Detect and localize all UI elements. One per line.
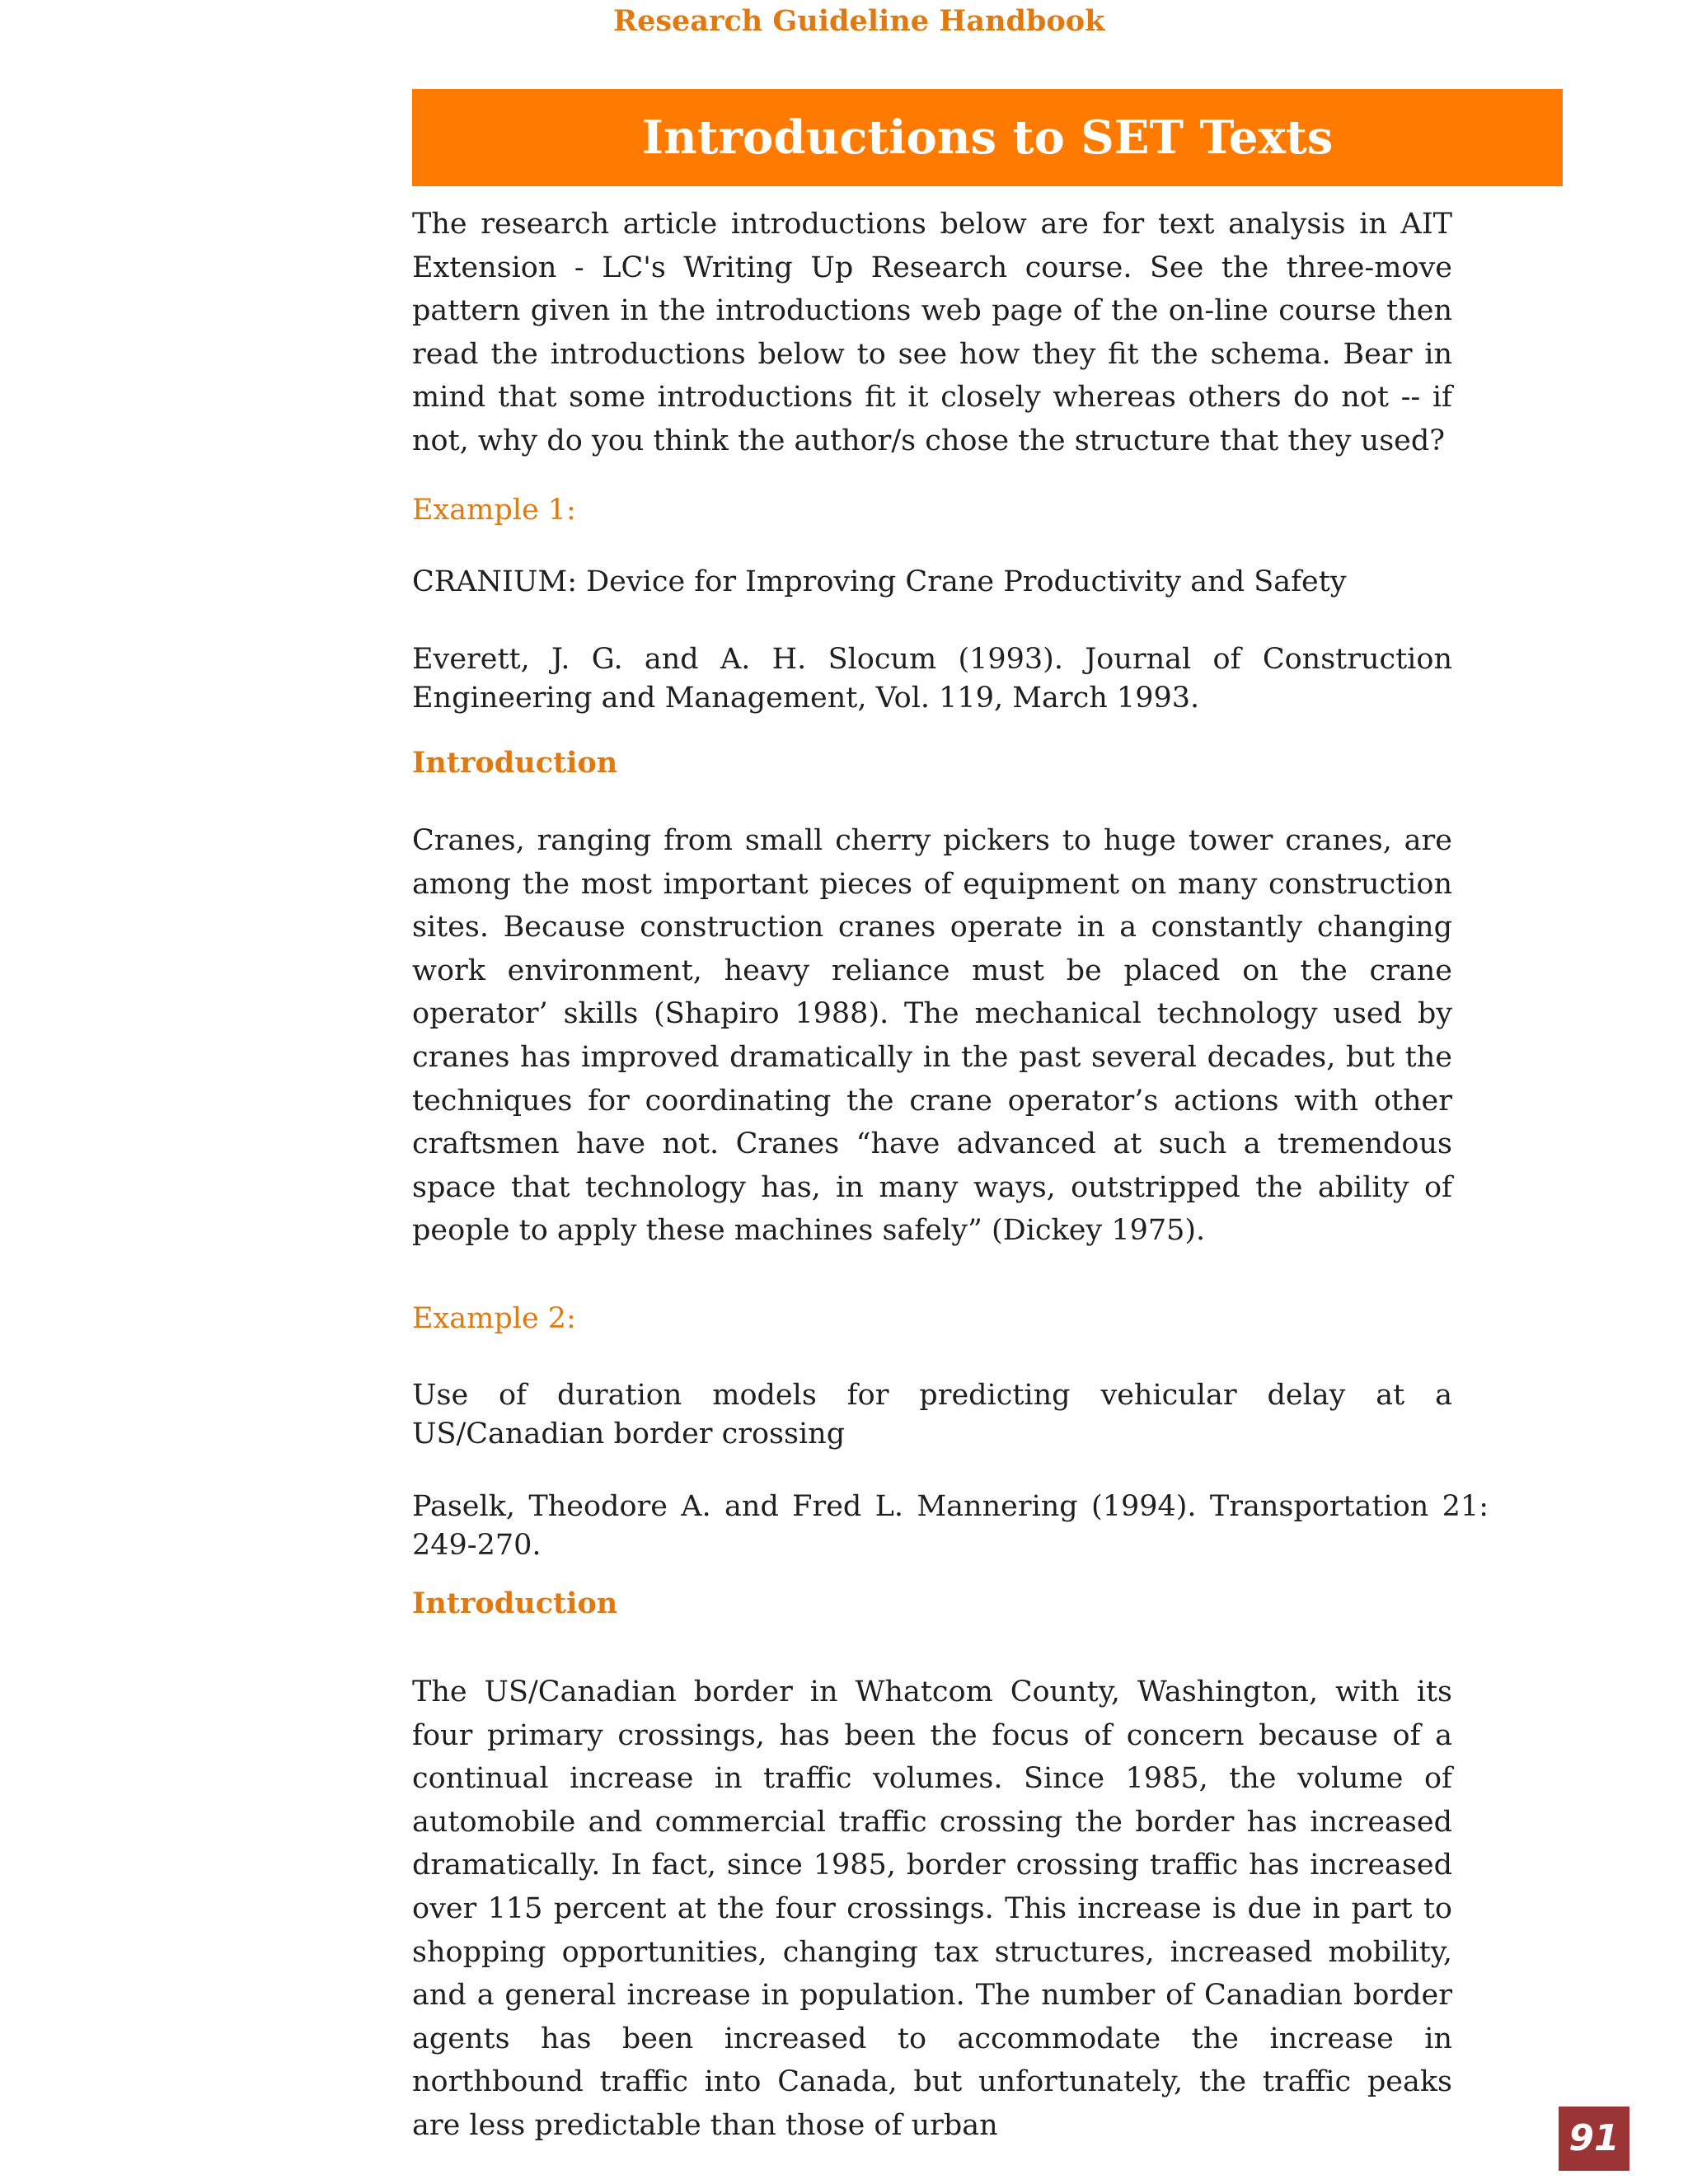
page-number: 91 — [1559, 2107, 1629, 2171]
example-1-citation: Everett, J. G. and A. H. Slocum (1993). Journal of Construction Engineering and Management, Vol. 119, March 1993. — [412, 643, 1452, 715]
example-1-section-heading: Introduction — [412, 746, 618, 780]
intro-paragraph: The research article introductions below are for text analysis in AIT Extension - LC's Writing Up Research course. See the three-move pattern given in the introductions web page of the on-line course then read the introductions below to see how they fit the schema. Bear in mind that some introductions fit it closely whereas others do not -- if not, why do you think the author/s chose the structure that they used? — [412, 208, 1452, 457]
example-1-article-title: CRANIUM: Device for Improving Crane Productivity and Safety — [412, 565, 1347, 598]
example-2-section-heading: Introduction — [412, 1586, 618, 1620]
example-2-article-title: Use of duration models for predicting vehicular delay at a US/Canadian border crossing — [412, 1379, 1452, 1451]
example-1-body: Cranes, ranging from small cherry pickers to huge tower cranes, are among the most important pieces of equipment on many construction sites. Because construction cranes operate in a constantly changing work environment, heavy reliance must be placed on the crane operator’ skills (Shapiro 1988). The mechanical technology used by cranes has improved dramatically in the past several decades, but the techniques for coordinating the crane operator’s actions with other craftsmen have not. Cranes “have advanced at such a tremendous space that technology has, in many ways, outstripped the ability of people to apply these machines safely” (Dickey 1975). — [412, 824, 1452, 1248]
page-title-banner: Introductions to SET Texts — [412, 89, 1563, 186]
example-2-label: Example 2: — [412, 1302, 576, 1335]
example-2-citation: Paselk, Theodore A. and Fred L. Mannering (1994). Transportation 21: 249-270. — [412, 1490, 1489, 1562]
example-1-label: Example 1: — [412, 494, 576, 527]
example-2-body: The US/Canadian border in Whatcom County, Washington, with its four primary crossings, has been the focus of concern because of a continual increase in traffic volumes. Since 1985, the volume of automobile and commercial traffic crossing the border has increased dramatically. In fact, since 1985, border crossing traffic has increased over 115 percent at the four crossings. This increase is due in part to shopping opportunities, changing tax structures, increased mobility, and a general increase in population. The number of Canadian border agents has been increased to accommodate the increase in northbound traffic into Canada, but unfortunately, the traffic peaks are less predictable than those of urban — [412, 1675, 1452, 2142]
running-header: Research Guideline Handbook — [613, 4, 1105, 38]
